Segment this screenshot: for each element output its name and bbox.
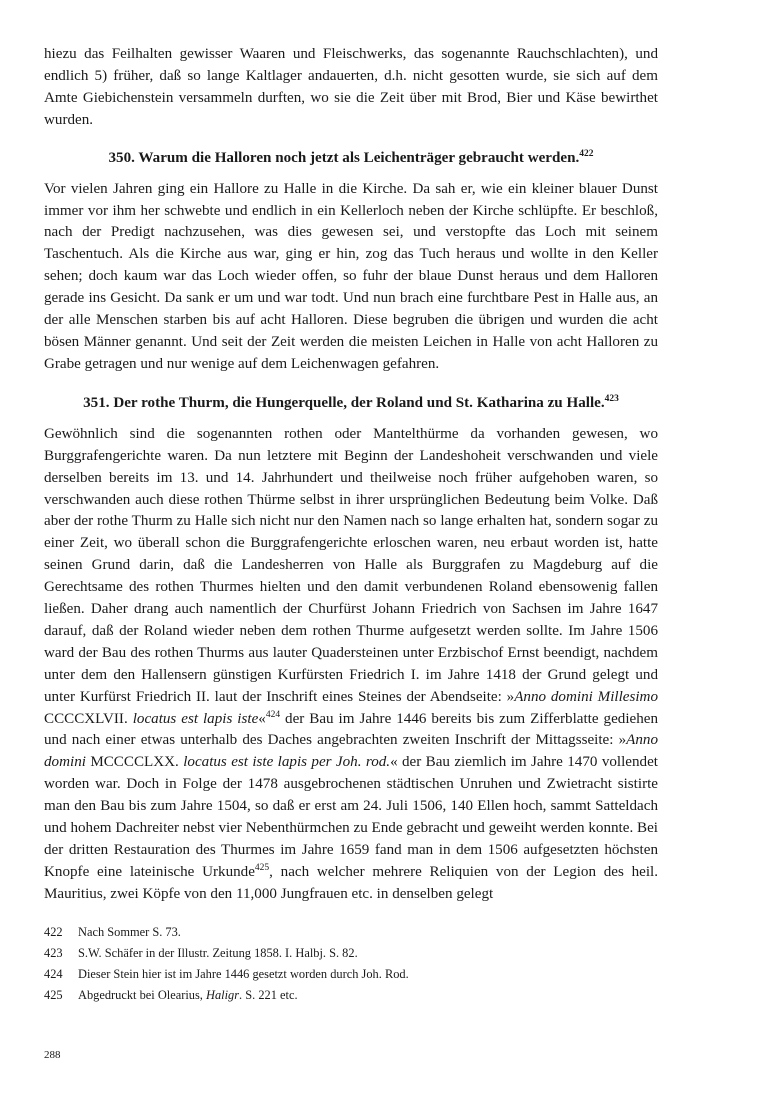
latin-inscription: locatus est lapis iste bbox=[132, 710, 259, 727]
footnotes bbox=[44, 922, 658, 1006]
footnote-italic-title: Haligr bbox=[206, 987, 240, 1002]
section-351-paragraph bbox=[44, 424, 658, 906]
footnote-item bbox=[44, 985, 658, 1006]
text-segment: « bbox=[258, 710, 266, 727]
latin-inscription: Anno domini bbox=[44, 732, 658, 771]
footnote-text: Nach Sommer S. 73. bbox=[78, 924, 181, 939]
section-350-heading bbox=[44, 147, 658, 169]
footnote-text: Abgedruckt bei Olearius, bbox=[78, 987, 206, 1002]
footnote-text: S.W. Schäfer in der Illustr. Zeitung 1858. I. Halbj. S. 82. bbox=[78, 945, 358, 960]
intro-paragraph: hiezu das Feilhalten gewisser Waaren und Fleischwerks, das sogenannte Rauchschlachten), und endlich 5) früher, daß so lange Kaltlager andauerten, d.h. nicht gesotten wurde, sie sich auf dem Amte Giebichenstein versammeln durften, wo sie die Zeit über mit Brod, Bier und Käse bewirthet wurden. bbox=[44, 46, 658, 128]
latin-inscription: locatus est iste lapis per Joh. rod. bbox=[183, 754, 391, 771]
footnote-item bbox=[44, 964, 658, 985]
page-number: 288 bbox=[44, 1049, 61, 1061]
section-350-title: 350. Warum die Halloren noch jetzt als Leichenträger gebraucht werden. bbox=[108, 149, 580, 166]
footnote-item bbox=[44, 922, 658, 943]
footnote-ref-423[interactable]: 423 bbox=[604, 393, 619, 404]
text-segment: Gewöhnlich sind die sogenannten rothen oder Mantelthürme da vorhanden gewesen, wo Burggrafengerichte waren. Da nun letztere mit Beginn der Landeshoheit verschwanden und viele derselben bereits im 13. und 14. Jahrhundert und theilweise noch früher aufgehoben waren, so verschwanden auch diese rothen Thürme selbst in ihrer ursprünglichen Bedeutung beim Volke. Daß aber der rothe Thurm zu Halle sich nicht nur den Namen nach so lange erhalten hat, sondern sogar zu einer Zeit, wo überall schon die Burggrafengerichte erloschen waren, neu erbaut worden ist, hatte seinen Grund darin, daß die Landesherren von Halle als Burggrafen zu Magdeburg auf die Gerechtsame des rothen Thurmes hielten und den damit verbundenen Roland ebensowenig fallen ließen. Daher drang auch namentlich der Churfürst Johann Friedrich von Sachsen im Jahre 1647 darauf, daß der Roland wieder neben dem rothen Thurme aufgesetzt werden sollte. Im Jahre 1506 ward der Bau des rothen Thurms aus lauter Quadersteinen unter Erzbischof Ernst beendigt, nachdem unter dem den Hallensern günstigen Kurfürsten Friedrich I. im Jahre 1418 der Grund gelegt und unter Kurfürst Friedrich II. laut der Inschrift eines Steines der Abendseite: » bbox=[44, 425, 658, 705]
footnote-number: 424 bbox=[44, 966, 63, 981]
section-351-title: 351. Der rothe Thurm, die Hungerquelle, der Roland und St. Katharina zu Halle. bbox=[83, 394, 605, 411]
text-segment: der Bau im Jahre 1446 bereits bis zum Zifferblatte gediehen und nach einer etwas unterhalb des Daches angebrachten zweiten Inschrift der Mittagsseite: » bbox=[44, 710, 658, 749]
footnote-ref-422[interactable]: 422 bbox=[579, 148, 594, 159]
footnote-ref-424[interactable]: 424 bbox=[265, 709, 281, 720]
text-segment: « der Bau ziemlich im Jahre 1470 vollendet worden war. Doch in Folge der 1478 ausgebrochenen städtischen Unruhen und Zwietracht sistirte man den Bau bis zum Jahre 1504, so daß er erst am 24. Juli 1506, 140 Ellen hoch, sammt Satteldach und hohem Dachreiter nebst vier Nebenthürmchen zu Ende gebracht und geweiht werden konnte. Bei der dritten Restauration des Thurmes im Jahre 1659 fand man in dem 1506 aufgesetzten höchsten Knopfe eine lateinische Urkunde bbox=[44, 754, 658, 880]
footnote-number: 422 bbox=[44, 924, 63, 939]
footnote-text: . S. 221 etc. bbox=[239, 987, 298, 1002]
roman-numeral: CCCCXLVII. bbox=[44, 710, 133, 727]
footnote-ref-425[interactable]: 425 bbox=[254, 862, 270, 873]
text-segment: , nach welcher mehrere Reliquien von der Legion des heil. Mauritius, zwei Köpfe von den 11,000 Jungfrauen etc. in denselben gelegt bbox=[44, 863, 658, 902]
section-351-heading bbox=[44, 392, 658, 414]
section-350-paragraph: Vor vielen Jahren ging ein Hallore zu Halle in die Kirche. Da sah er, wie ein kleiner blauer Dunst immer vor ihm her schwebte und endlich in ein Kellerloch neben der Kirche schlüpfte. Er beschloß, nach der Predigt nachzusehen, was dies gewesen sei, und verstopfte das Loch mit seinem Taschentuch. Als die Kirche aus war, ging er hin, zog das Tuch heraus und wollte in den Keller sehen; doch kaum war das Loch wieder offen, so fuhr der blaue Dunst heraus und dem Halloren gerade ins Gesicht. Da sank er um und war todt. Und nun brach eine furchtbare Pest in Halle aus, an der alle Menschen starben bis auf acht Halloren. Diese begruben die übrigen und wurden die acht bösen Männer genannt. Und seit der Zeit werden die meisten Leichen in Halle von acht Halloren zu Grabe getragen und nur wenige auf dem Leichenwagen gefahren. bbox=[44, 180, 658, 372]
footnote-text: Dieser Stein hier ist im Jahre 1446 gesetzt worden durch Joh. Rod. bbox=[78, 966, 409, 981]
footnote-item bbox=[44, 943, 658, 964]
footnote-number: 423 bbox=[44, 945, 63, 960]
document-page bbox=[44, 44, 658, 1006]
roman-numeral: MCCCCLXX. bbox=[85, 754, 184, 771]
latin-inscription: Anno domini Millesimo bbox=[514, 688, 659, 705]
footnote-number: 425 bbox=[44, 987, 63, 1002]
